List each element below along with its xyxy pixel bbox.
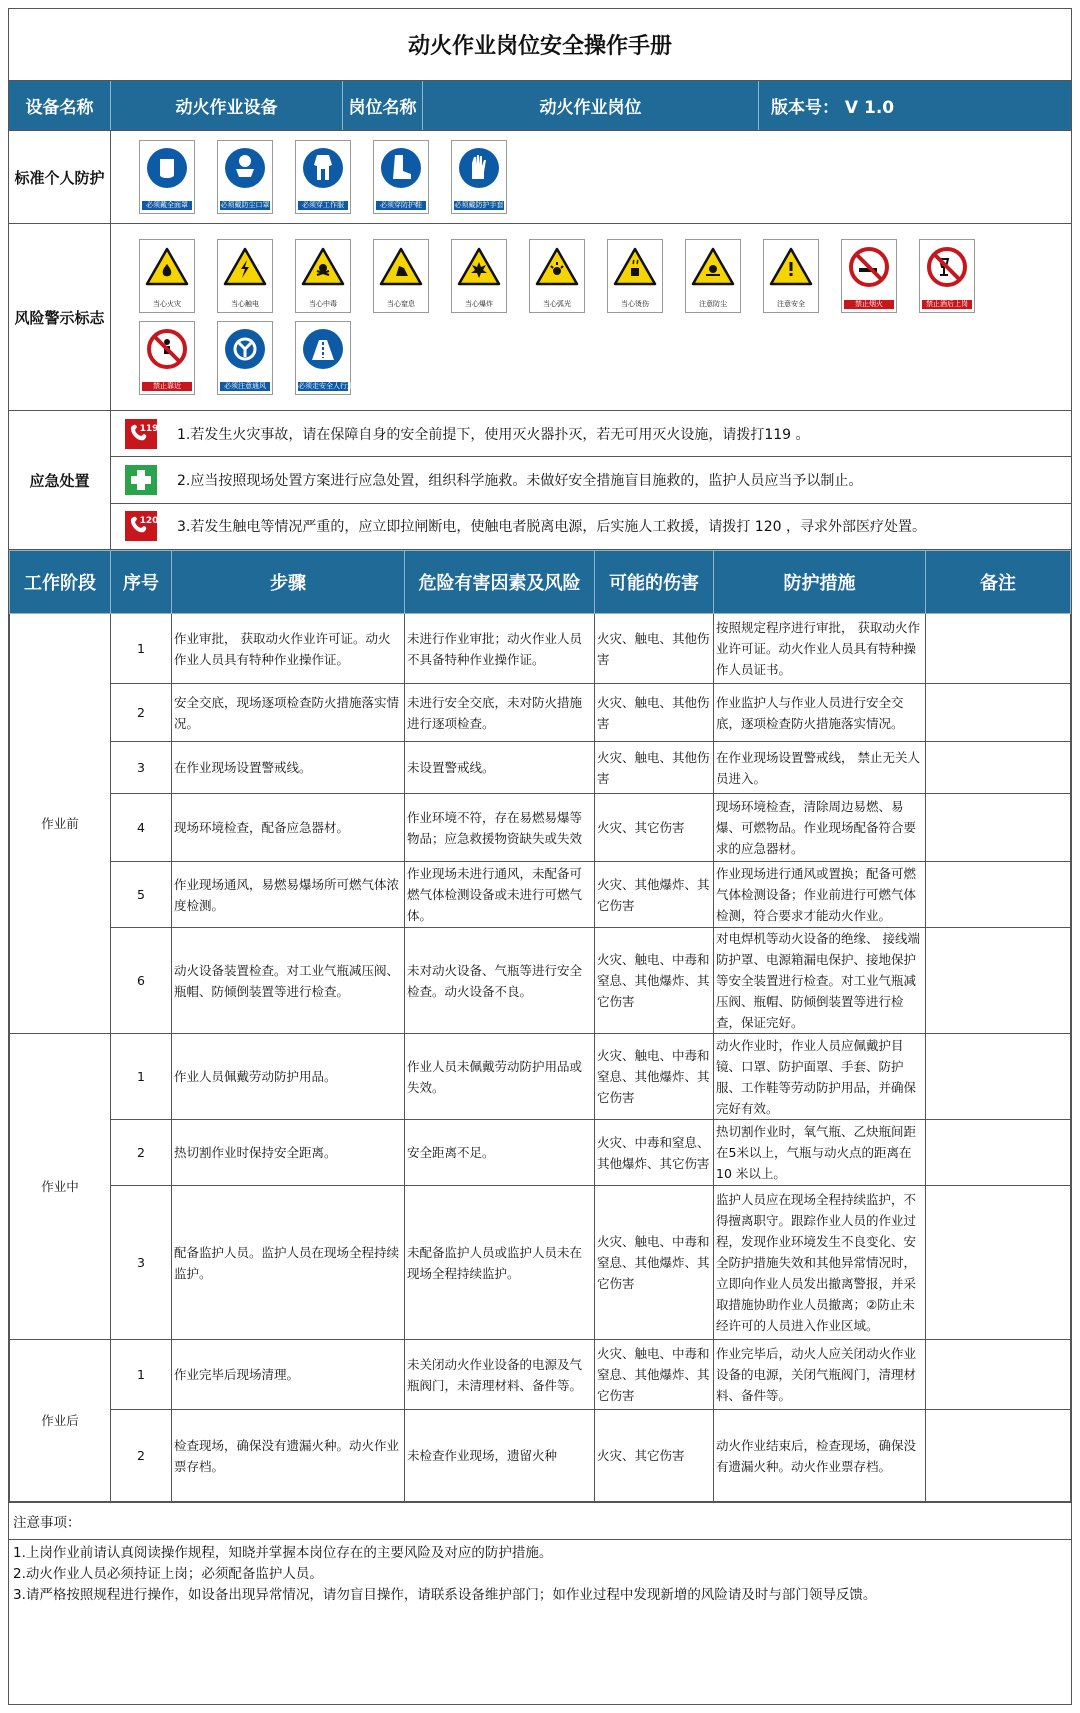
- fire-warning-icon: [139, 239, 195, 313]
- suffocation-warning-icon: [373, 239, 429, 313]
- no-approach-icon: [139, 321, 195, 395]
- table-row: [10, 1186, 1071, 1340]
- measure-cell: 作业完毕后，动火人应关闭动火作业设备的电源，关闭气瓶阀门，清理材料、备件等。: [714, 1340, 926, 1410]
- harm-cell: 火灾、触电、其他伤害: [595, 614, 714, 684]
- measure-cell: 热切割作业时，氧气瓶、乙炔瓶间距在5米以上，气瓶与动火点的距离在 10 米以上。: [714, 1120, 926, 1186]
- harm-cell: 火灾、中毒和窒息、其他爆炸、其它伤害: [595, 1120, 714, 1186]
- sign-caption: 当心火灾: [153, 300, 181, 308]
- post-label: 岗位名称: [343, 81, 423, 130]
- row-number: 2: [111, 1120, 172, 1186]
- note-cell: [926, 684, 1071, 742]
- note-line: 2.动火作业人员必须持证上岗；必须配备监护人员。: [13, 1565, 323, 1582]
- harm-cell: 火灾、触电、中毒和窒息、其他爆炸、其它伤害: [595, 928, 714, 1034]
- info-bar: [9, 81, 1071, 131]
- emergency-item: [111, 411, 1071, 457]
- note-cell: [926, 1034, 1071, 1120]
- procedure-table: [9, 550, 1071, 1502]
- table-row: [10, 794, 1071, 862]
- row-number: 6: [111, 928, 172, 1034]
- measure-cell: 监护人员应在现场全程持续监护，不得擅离职守。跟踪作业人员的作业过程，发现作业环境发生不良变化、安全防护措施失效和其他异常情况时，立即向作业人员发出撤离警报，并采取措施协助作业人员撤离；②防止未经许可的人员进入作业区域。: [714, 1186, 926, 1340]
- harm-cell: 火灾、其它伤害: [595, 794, 714, 862]
- notes-heading: 注意事项：: [9, 1503, 1071, 1540]
- note-cell: [926, 1410, 1071, 1502]
- arc-light-warning-icon: [529, 239, 585, 313]
- scald-warning-icon: [607, 239, 663, 313]
- step-cell: 安全交底，现场逐项检查防火措施落实情况。: [172, 684, 405, 742]
- note-line: 1.上岗作业前请认真阅读操作规程，知晓并掌握本岗位存在的主要风险及对应的防护措施。: [13, 1544, 553, 1561]
- step-cell: 作业人员佩戴劳动防护用品。: [172, 1034, 405, 1120]
- note-cell: [926, 862, 1071, 928]
- risk-cell: 未进行安全交底，未对防火措施进行逐项检查。: [405, 684, 595, 742]
- step-cell: 作业完毕后现场清理。: [172, 1340, 405, 1410]
- risk-cell: 安全距离不足。: [405, 1120, 595, 1186]
- ppe-label: 标准个人防护: [9, 131, 111, 223]
- sign-caption: 必须注意通风: [220, 382, 270, 391]
- no-smoking-icon: [841, 239, 897, 313]
- emergency-list: [111, 411, 1071, 549]
- note-line: 3.请严格按照规程进行操作，如设备出现异常情况，请勿盲目操作，请联系设备维护部门；如作业过程中发现新增的风险请及时与部门领导反馈。: [13, 1586, 877, 1603]
- table-header-row: [10, 551, 1071, 614]
- equipment-value: 动火作业设备: [111, 81, 343, 130]
- notes-section: [9, 1502, 1071, 1603]
- table-row: [10, 1340, 1071, 1410]
- fire-119-icon: [111, 419, 171, 449]
- note-cell: [926, 742, 1071, 794]
- measure-cell: 在作业现场设置警戒线， 禁止无关人员进入。: [714, 742, 926, 794]
- harm-cell: 火灾、触电、其他伤害: [595, 742, 714, 794]
- first-aid-icon: [111, 465, 171, 495]
- table-row: [10, 614, 1071, 684]
- emergency-text: 1.若发生火灾事故，请在保障自身的安全前提下，使用灭火器扑灭，若无可用灭火设施，请拨打119 。: [177, 426, 810, 443]
- emergency-section: [9, 411, 1071, 550]
- risk-cell: 作业现场未进行通风，未配备可燃气体检测设备或未进行可燃气体。: [405, 862, 595, 928]
- header-measure: 防护措施: [714, 551, 926, 614]
- face-shield-icon: [139, 140, 195, 214]
- note-cell: [926, 1340, 1071, 1410]
- sign-caption: 禁止酒后上岗: [922, 300, 972, 309]
- safety-manual-sheet: [8, 8, 1072, 1705]
- row-number: 5: [111, 862, 172, 928]
- sign-caption: 当心中毒: [309, 300, 337, 308]
- table-row: [10, 862, 1071, 928]
- row-number: 1: [111, 1340, 172, 1410]
- risk-cell: 未对动火设备、气瓶等进行安全检查。动火设备不良。: [405, 928, 595, 1034]
- risk-cell: 未配备监护人员或监护人员未在现场全程持续监护。: [405, 1186, 595, 1340]
- header-risk: 危险有害因素及风险: [405, 551, 595, 614]
- poison-warning-icon: [295, 239, 351, 313]
- dust-mask-icon: [217, 140, 273, 214]
- sign-caption: 当心触电: [231, 300, 259, 308]
- harm-cell: 火灾、触电、中毒和窒息、其他爆炸、其它伤害: [595, 1034, 714, 1120]
- table-row: [10, 928, 1071, 1034]
- sign-caption: 注意防尘: [699, 300, 727, 308]
- stage-cell: 作业前: [10, 614, 111, 1034]
- risk-section: [9, 224, 1071, 411]
- sign-caption: 必须穿工作服: [298, 201, 348, 210]
- equipment-label: 设备名称: [9, 81, 111, 130]
- row-number: 3: [111, 742, 172, 794]
- harm-cell: 火灾、触电、中毒和窒息、其他爆炸、其它伤害: [595, 1340, 714, 1410]
- sign-caption: 必须戴防尘口罩: [220, 201, 270, 209]
- safety-entry-icon: [295, 321, 354, 395]
- note-cell: [926, 1186, 1071, 1340]
- note-cell: [926, 1120, 1071, 1186]
- risk-cell: 作业环境不符，存在易燃易爆等物品；应急救援物资缺失或失效: [405, 794, 595, 862]
- measure-cell: 对电焊机等动火设备的绝缘、 接线端防护罩、电源箱漏电保护、接地保护等安全装置进行检查。对工业气瓶减压阀、瓶帽、防倾倒装置等进行检查，保证完好。: [714, 928, 926, 1034]
- risk-cell: 未设置警戒线。: [405, 742, 595, 794]
- risk-cell: 作业人员未佩戴劳动防护用品或失效。: [405, 1034, 595, 1120]
- row-number: 1: [111, 1034, 172, 1120]
- table-row: [10, 1034, 1071, 1120]
- table-row: [10, 742, 1071, 794]
- ppe-sign-list: [111, 131, 1071, 223]
- electric-shock-warning-icon: [217, 239, 273, 313]
- emergency-text: 3.若发生触电等情况严重的，应立即拉闸断电，使触电者脱离电源，后实施人工救援，请拨打 120 ，寻求外部医疗处置。: [177, 519, 926, 536]
- note-cell: [926, 928, 1071, 1034]
- risk-sign-list: [111, 224, 1071, 410]
- post-value: 动火作业岗位: [423, 81, 759, 130]
- sign-caption: 当心弧光: [543, 300, 571, 308]
- no-drunk-work-icon: [919, 239, 975, 313]
- note-cell: [926, 794, 1071, 862]
- step-cell: 热切割作业时保持安全距离。: [172, 1120, 405, 1186]
- harm-cell: 火灾、其它伤害: [595, 1410, 714, 1502]
- measure-cell: 现场环境检查，清除周边易燃、易爆、可燃物品。作业现场配备符合要求的应急器材。: [714, 794, 926, 862]
- ambulance-120-icon: [111, 511, 171, 541]
- step-cell: 作业审批， 获取动火作业许可证。动火作业人员具有特种作业操作证。: [172, 614, 405, 684]
- header-stage: 工作阶段: [10, 551, 111, 614]
- step-cell: 动火设备装置检查。对工业气瓶减压阀、瓶帽、防倾倒装置等进行检查。: [172, 928, 405, 1034]
- step-cell: 在作业现场设置警戒线。: [172, 742, 405, 794]
- row-number: 4: [111, 794, 172, 862]
- sign-caption: 必须戴防护手套: [454, 201, 504, 209]
- ppe-section: [9, 131, 1071, 224]
- step-cell: 作业现场通风，易燃易爆场所可燃气体浓度检测。: [172, 862, 405, 928]
- emergency-text: 2.应当按照现场处置方案进行应急处置，组织科学施救。未做好安全措施盲目施救的，监护人员应当予以制止。: [177, 472, 863, 489]
- emergency-label: 应急处置: [9, 411, 111, 549]
- harm-cell: 火灾、触电、中毒和窒息、其他爆炸、其它伤害: [595, 1186, 714, 1340]
- page-title: 动火作业岗位安全操作手册: [9, 9, 1071, 81]
- explosion-warning-icon: [451, 239, 507, 313]
- safety-boot-icon: [373, 140, 429, 214]
- emergency-item: [111, 504, 1071, 549]
- sign-caption: 必须走安全人行道: [298, 382, 354, 390]
- table-row: [10, 1120, 1071, 1186]
- row-number: 1: [111, 614, 172, 684]
- row-number: 3: [111, 1186, 172, 1340]
- measure-cell: 按照规定程序进行审批， 获取动火作业许可证。动火作业人员具有特种操作人员证书。: [714, 614, 926, 684]
- sign-caption: 当心爆炸: [465, 300, 493, 308]
- measure-cell: 作业现场进行通风或置换；配备可燃气体检测设备；作业前进行可燃气体检测，符合要求才能动火作业。: [714, 862, 926, 928]
- sign-caption: 禁止烟火: [844, 300, 894, 309]
- sign-caption: 当心烫伤: [621, 300, 649, 308]
- risk-cell: 未进行作业审批；动火作业人员不具备特种作业操作证。: [405, 614, 595, 684]
- table-row: [10, 684, 1071, 742]
- table-row: [10, 1410, 1071, 1502]
- sign-caption: 必须穿防护鞋: [376, 201, 426, 210]
- general-warning-icon: [763, 239, 819, 313]
- row-number: 2: [111, 684, 172, 742]
- svg-text:120: 120: [139, 516, 159, 527]
- risk-label: 风险警示标志: [9, 224, 111, 410]
- note-cell: [926, 614, 1071, 684]
- stage-cell: 作业后: [10, 1340, 111, 1502]
- header-step: 步骤: [172, 551, 405, 614]
- header-no: 序号: [111, 551, 172, 614]
- step-cell: 现场环境检查，配备应急器材。: [172, 794, 405, 862]
- risk-cell: 未关闭动火作业设备的电源及气瓶阀门，未清理材料、备件等。: [405, 1340, 595, 1410]
- step-cell: 配备监护人员。监护人员在现场全程持续监护。: [172, 1186, 405, 1340]
- measure-cell: 动火作业时，作业人员应佩戴护目镜、口罩、防护面罩、手套、防护服、工作鞋等劳动防护用品，并确保完好有效。: [714, 1034, 926, 1120]
- harm-cell: 火灾、触电、其他伤害: [595, 684, 714, 742]
- header-harm: 可能的伤害: [595, 551, 714, 614]
- sign-caption: 当心窒息: [387, 300, 415, 308]
- work-suit-icon: [295, 140, 351, 214]
- row-number: 2: [111, 1410, 172, 1502]
- sign-caption: 禁止靠近: [142, 382, 192, 391]
- risk-cell: 未检查作业现场，遗留火种: [405, 1410, 595, 1502]
- ventilation-icon: [217, 321, 273, 395]
- sign-caption: 必须戴全面罩: [142, 201, 192, 210]
- sign-caption: 注意安全: [777, 300, 805, 308]
- measure-cell: 作业监护人与作业人员进行安全交底，逐项检查防火措施落实情况。: [714, 684, 926, 742]
- svg-text:119: 119: [139, 423, 159, 434]
- measure-cell: 动火作业结束后，检查现场，确保没有遗漏火种。动火作业票存档。: [714, 1410, 926, 1502]
- version-label: 版本号： V 1.0: [771, 98, 895, 118]
- dust-warning-icon: [685, 239, 741, 313]
- header-note: 备注: [926, 551, 1071, 614]
- step-cell: 检查现场，确保没有遗漏火种。动火作业票存档。: [172, 1410, 405, 1502]
- protective-glove-icon: [451, 140, 507, 214]
- harm-cell: 火灾、其他爆炸、其它伤害: [595, 862, 714, 928]
- emergency-item: [111, 457, 1071, 503]
- stage-cell: 作业中: [10, 1034, 111, 1340]
